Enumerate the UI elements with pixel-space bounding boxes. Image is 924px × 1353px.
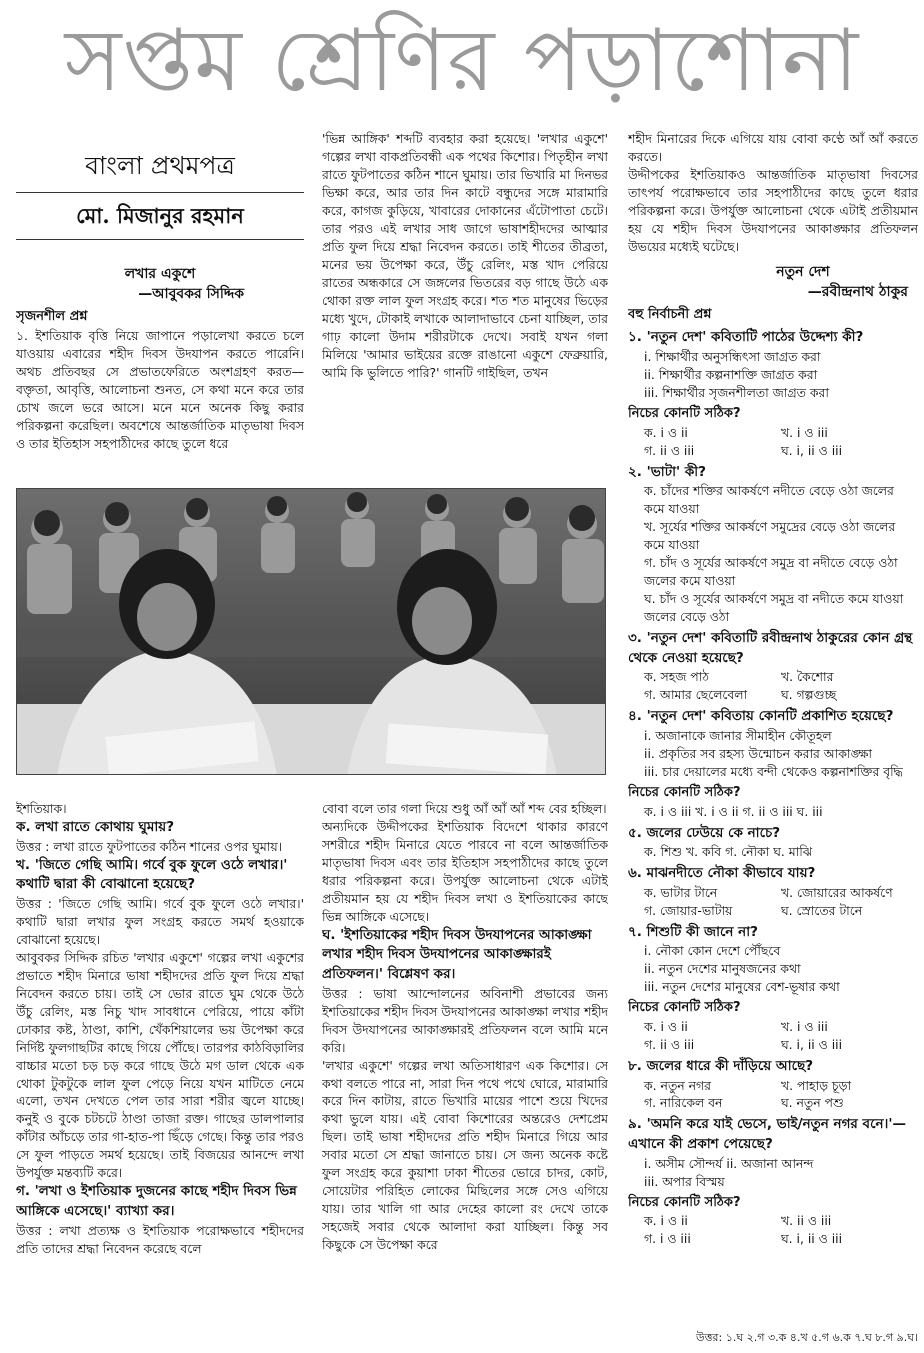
mcq-option: ক. ভাটার টানে bbox=[644, 884, 718, 900]
mcq-option-line: ক. শিশু খ. কবি গ. নৌকা ঘ. মাঝি bbox=[644, 844, 813, 860]
body-text: আবুবকর সিদ্দিক রচিত 'লখার একুশে' গল্পের লখা একুশের প্রভাতে শহীদ মিনারে ভাষা শহীদদের প্রতি ফুল দিয়ে শ্রদ্ধা নিবেদন করতে চায়। তাই সে ভোর রাতে ঘুম থেকে উঠে উঁচু রেলিং, মস্ত নিচু খাদ সাবধানে পেরিয়ে, পায়ে কাঁটা ঢোকার কষ্ট, ঠাণ্ডা, কাশি, খেঁকশিয়ালের ভয় উপেক্ষা করে নির্দিষ্ট ফুলগাছটির কাছে গিয়ে পৌঁছে। তারপর কাঠবিড়ালির বাচ্চার মতো চড় চড় করে গাছে উঠে মগ ডাল থেকে এক থোকা টুকটুকে লাল ফুল পেড়ে নিয়ে যখন মাটিতে নেমে এলো, তখন দেখতে পেল তার সারা শরীর জ্বলে যাচ্ছে। কনুই ও বুকে চটচটে ঠাণ্ডা তাজা রক্ত। গাছের ডালপালার কাঁটার আঁচড়ে তার গা-হাত-পা ছিঁড়ে গেছে। কিন্তু তার পরও সে ফুল পাড়তে সমর্থ হয়েছে। তাই বিজয়ের আনন্দে লখা উপর্যুক্ত মন্তব্যটি করে। bbox=[16, 949, 304, 1181]
mcq-option: গ. জোয়ার-ভাটায় bbox=[644, 902, 733, 918]
page-title: সপ্তম শ্রেণির পড়াশোনা bbox=[64, 11, 860, 111]
mcq-item bbox=[628, 629, 918, 704]
question-kha: খ. 'জিতে গেছি আমি। গর্বে বুক ফুলে ওঠে লখার।' কথাটি দ্বারা কী বোঝানো হয়েছে? bbox=[16, 856, 288, 893]
mcq-statement: i. শিক্ষার্থীর অনুসন্ধিৎসা জাগ্রত করা bbox=[644, 348, 821, 364]
mcq-option: ঘ. গল্পগুচ্ছ bbox=[781, 687, 837, 703]
mcq-question: ২. 'ভাটা' কী? bbox=[628, 463, 706, 480]
mcq-statement: i. নৌকা কোন দেশে পৌঁছবে bbox=[644, 943, 781, 959]
mcq-statement: গ. চাঁদ ও সূর্যের আকর্ষণে সমুদ্র বা নদীতে বেড়ে ওঠা জলের কমে যাওয়া bbox=[644, 555, 898, 589]
mcq-statement: ii. শিক্ষার্থীর কল্পনাশক্তি জাগ্রত করা bbox=[644, 366, 818, 382]
mcq-option: গ. i ও iii bbox=[644, 1231, 691, 1247]
mcq-option: ঘ. নতুন পশু bbox=[781, 1095, 844, 1111]
question-ka: ক. লখা রাতে কোথায় ঘুমায়? bbox=[16, 818, 175, 835]
mcq-question: ৫. জলের ঢেউয়ে কে নাচে? bbox=[628, 824, 781, 841]
chapter-author: —আবুবকর সিদ্দিক bbox=[138, 285, 244, 302]
body-text: 'লখার একুশে' গল্পের লখা অতিসাধারণ এক কিশোর। সে কথা বলতে পারে না, সারা দিন পথে পথে ঘোরে, মারামারি করে দিন কাটায়, রাতে ভিখারি মায়ের পাশে শুয়ে খিদের কথা ভুলে যায়। এই বোবা কিশোরের অন্তরেও দেশপ্রেম ছিল। তাই ভাষা শহীদদের প্রতি শহীদ মিনারে গিয়ে আর সবার মতো সে শ্রদ্ধা জানাতে চায়। সে জন্য অনেক কষ্টে ফুল সংগ্রহ করে কুয়াশা ঢাকা শীতের ভোরে চাদর, কোট, সোয়েটার পরিহিত লোকের মিছিলের সঙ্গে সেও এগিয়ে যায়। তার খালি গা আর দেহের কালো রং দেখে তাকে সহজেই সবার থেকে আলাদা করা যাচ্ছিল। কিন্তু সব কিছুকে সে উপেক্ষা করে bbox=[322, 1057, 608, 1253]
mcq-question: ৬. মাঝনদীতে নৌকা কীভাবে যায়? bbox=[628, 865, 816, 882]
mcq-item bbox=[628, 1057, 918, 1113]
question-ga: গ. 'লখা ও ইশতিয়াক দুজনের কাছে শহীদ দিবস ভিন্ন আঙ্গিকে এসেছে।' ব্যাখ্যা কর। bbox=[16, 1183, 297, 1219]
mcq-item bbox=[628, 463, 918, 626]
section-heading: সৃজনশীল প্রশ্ন bbox=[16, 309, 88, 325]
mcq-question: ৯. 'অমনি করে যাই ভেসে, ভাই/নতুন নগর বনে।'—এখানে কী প্রকাশ পেয়েছে? bbox=[628, 1116, 907, 1153]
mcq-option: ক. সহজ পাঠ bbox=[644, 669, 709, 685]
mcq-option-row bbox=[628, 424, 918, 442]
mcq-option-row bbox=[628, 1018, 918, 1036]
lower-column-2 bbox=[322, 800, 608, 1353]
mcq-subquestion: নিচের কোনটি সঠিক? bbox=[628, 1194, 741, 1210]
mcq-item bbox=[628, 1115, 918, 1248]
mcq-option: ঘ. i, ii ও iii bbox=[781, 1231, 843, 1247]
lower-column-1 bbox=[16, 800, 304, 1353]
mcq-option-row bbox=[628, 1077, 918, 1095]
mcq-option-row bbox=[628, 902, 918, 920]
answer-ga: উত্তর : লখা প্রত্যক্ষ ও ইশতিয়াক পরোক্ষভাবে শহীদদের প্রতি তাদের শ্রদ্ধা নিবেদন করেছে বলে bbox=[16, 1222, 304, 1256]
mcq-option: খ. কৈশোর bbox=[781, 669, 834, 685]
mcq-statement: ii. প্রকৃতির সব রহস্য উন্মোচন করার আকাঙ্ক্ষা bbox=[644, 745, 873, 761]
mcq-option-row bbox=[628, 1036, 918, 1054]
poem-title: নতুন দেশ bbox=[776, 263, 830, 280]
mcq-subquestion: নিচের কোনটি সঠিক? bbox=[628, 405, 741, 421]
chapter-title: লখার একুশে bbox=[124, 265, 196, 282]
section-heading: বহু নির্বাচনী প্রশ্ন bbox=[628, 307, 712, 323]
answer-key: উত্তর: ১.ঘ ২.গ ৩.ক ৪.খ ৫.গ ৬.ক ৭.ঘ ৮.গ ৯.ঘ। bbox=[696, 1331, 918, 1344]
answer-ka: উত্তর : লখা রাতে ফুটপাতের কঠিন শানের ওপর ঘুমায়। bbox=[16, 838, 283, 854]
mcq-option-line: ক. i ও iii খ. i ও ii গ. ii ও iii ঘ. iii bbox=[644, 803, 823, 819]
author-name: মো. মিজানুর রহমান bbox=[16, 193, 304, 239]
mcq-option-row bbox=[628, 442, 918, 460]
body-text: বোবা বলে তার গলা দিয়ে শুধু আঁ আঁ আঁ শব্দ বের হচ্ছিল। bbox=[322, 801, 607, 816]
mcq-option: খ. i ও iii bbox=[781, 424, 828, 440]
mcq-statement: iii. অপার বিস্ময় bbox=[644, 1173, 725, 1189]
mcq-question: ৭. শিশুটি কী জানে না? bbox=[628, 923, 758, 940]
mcq-option-row bbox=[628, 1094, 918, 1112]
column-1 bbox=[16, 130, 304, 485]
column-3 bbox=[628, 130, 918, 1325]
subject-heading: বাংলা প্রথমপত্র bbox=[16, 130, 304, 193]
body-text: 'ভিন্ন আঙ্গিক' শব্দটি ব্যবহার করা হয়েছে। 'লখার একুশে' গল্পের লখা বাকপ্রতিবন্ধী এক পথের কিশোর। পিতৃহীন লখা রাতে ফুটপাতের কঠিন শানে ঘুমায়। তার ভিখারি মা দিনভর ভিক্ষা করে, আর তার দিন কাটে বন্ধুদের সঙ্গে মারামারি করে, কাগজ কুড়িয়ে, খাবারের দোকানের এঁটোপাতা চেটে। তার পরও এই লখার সাধ জাগে ভাষাশহীদদের আত্মার প্রতি ফুল দিয়ে শ্রদ্ধা নিবেদন করতে। তাই শীতের তীব্রতা, মনের ভয় উপেক্ষা করে, উঁচু রেলিং, মস্ত খাদ পেরিয়ে রাতের অন্ধকারে সে জঙ্গলের ভিতরের বড় গাছে উঠে এক থোকা রক্ত লাল ফুল সংগ্রহ করে। শত শত মানুষের ভিড়ের মধ্যে খুদে, টোকাই লখাকে আলাদাভাবে চেনা যাচ্ছিল, তার গাঢ় কালো উদাম শরীরটাকে দেখে। সবাই যখন গলা মিলিয়ে 'আমার ভাইয়ের রক্তে রাঙানো একুশে ফেব্রুয়ারি, আমি কি ভুলিতে পারি?' গানটি গাইছিল, তখন bbox=[322, 131, 608, 380]
mcq-statement: খ. সূর্যের শক্তির আকর্ষণে সমুদ্রের বেড়ে ওঠা জলের কমে যাওয়া bbox=[644, 519, 896, 553]
mcq-option: ঘ. i, ii ও iii bbox=[781, 442, 843, 458]
mcq-option-row bbox=[628, 884, 918, 902]
body-text: অন্যদিকে উদ্দীপকের ইশতিয়াক বিদেশে থাকার কারণে সশরীরে শহীদ মিনারে যেতে পারবে না বলে আন্তর্জাতিক মাতৃভাষা দিবস এবং তার ইতিহাস সহপাঠীদের কাছে তুলে ধরার পরিকল্পনা করে। উপর্যুক্ত আলোচনা থেকে এটাই প্রতীয়মান হয় যে শহীদ দিবস লখা ও ইশতিয়াকের কাছে ভিন্ন আঙ্গিকে এসেছে। bbox=[322, 818, 608, 924]
classroom-photo bbox=[16, 488, 606, 775]
mcq-option: গ. নারিকেল বন bbox=[644, 1095, 723, 1111]
mcq-question: ১. 'নতুন দেশ' কবিতাটি পাঠের উদ্দেশ্য কী? bbox=[628, 329, 864, 346]
mcq-option: গ. ii ও iii bbox=[644, 442, 695, 458]
mcq-subquestion: নিচের কোনটি সঠিক? bbox=[628, 1000, 741, 1016]
mcq-option-row bbox=[628, 1230, 918, 1248]
answer-gha: উত্তর : ভাষা আন্দোলনের অবিনাশী প্রভাবের জন্য ইশতিয়াকের শহীদ দিবস উদযাপনের আকাঙ্ক্ষা লখার শহীদ দিবস উদযাপনের আকাঙ্ক্ষারই প্রতিফলন বলে আমি মনে করি। bbox=[322, 985, 608, 1055]
mcq-item bbox=[628, 707, 918, 820]
mcq-option: খ. ii ও iii bbox=[781, 1213, 832, 1229]
mcq-option: ঘ. স্রোতের টানে bbox=[781, 902, 863, 918]
mcq-statement: ঘ. চাঁদ ও সূর্যের আকর্ষণে সমুদ্র বা নদীতে কমে যাওয়া জলের বেড়ে ওঠা bbox=[644, 591, 904, 625]
poem-author: —রবীন্দ্রনাথ ঠাকুর bbox=[807, 284, 908, 301]
mcq-option: গ. আমার ছেলেবেলা bbox=[644, 687, 748, 703]
mcq-statement: iii. শিক্ষার্থীর সৃজনশীলতা জাগ্রত করা bbox=[644, 384, 829, 400]
mcq-question: ৩. 'নতুন দেশ' কবিতাটি রবীন্দ্রনাথ ঠাকুরের কোন গ্রন্থ থেকে নেওয়া হয়েছে? bbox=[628, 630, 913, 666]
mcq-statement: i. অজানাকে জানার সীমাহীন কৌতূহল bbox=[644, 727, 832, 743]
mcq-question: ৮. জলের ধারে কী দাঁড়িয়ে আছে? bbox=[628, 1057, 814, 1074]
mcq-option-row bbox=[628, 686, 918, 704]
mcq-question: ৪. 'নতুন দেশ' কবিতায় কোনটি প্রকাশিত হয়েছে? bbox=[628, 708, 894, 725]
mcq-option-row bbox=[628, 1212, 918, 1230]
mcq-item bbox=[628, 923, 918, 1054]
answer-kha: উত্তর : 'জিতে গেছি আমি। গর্বে বুক ফুলে ওঠে লখার।' কথাটি দ্বারা লখার ফুল সংগ্রহ করতে সমর্থ হওয়াকে বোঝানো হয়েছে। bbox=[16, 895, 304, 947]
mcq-item bbox=[628, 824, 918, 862]
mcq-option: খ. পাহাড় চূড়া bbox=[781, 1077, 852, 1093]
mcq-option: খ. জোয়ারের আকর্ষণে bbox=[781, 884, 893, 900]
mcq-statement: iii. নতুন দেশের মানুষের বেশ-ভূষার কথা bbox=[644, 979, 840, 995]
body-text: শহীদ মিনারের দিকে এগিয়ে যায় বোবা কণ্ঠে আঁ আঁ করতে করতে। bbox=[628, 131, 918, 164]
body-text: ইশতিয়াক। bbox=[16, 801, 67, 816]
mcq-item bbox=[628, 328, 918, 459]
question-stem: ১. ইশতিয়াক বৃত্তি নিয়ে জাপানে পড়ালেখা করতে চলে যাওয়ায় এবারের শহীদ দিবস উদযাপন করতে পারেনি। অথচ প্রতিবছর সে প্রভাতফেরিতে অংশগ্রহণ করত— বক্তৃতা, আবৃত্তি, আলোচনা শুনত, সে কথা মনে করে তার চোখ জলে ভরে আসে। মনে মনে অনেক কিছু করার পরিকল্পনা করেছিল। অবশেষে আন্তর্জাতিক মাতৃভাষা দিবস ও তার ইতিহাস সহপাঠীদের কাছে তুলে ধরে bbox=[16, 328, 304, 452]
students-writing-image bbox=[17, 489, 606, 775]
mcq-option: ক. নতুন নগর bbox=[644, 1077, 711, 1093]
mcq-option: গ. ii ও iii bbox=[644, 1036, 695, 1052]
mcq-item bbox=[628, 864, 918, 920]
mcq-option-row bbox=[628, 668, 918, 686]
mcq-option: ক. i ও ii bbox=[644, 1018, 688, 1034]
mcq-statement: ক. চাঁদের শক্তির আকর্ষণে নদীতে বেড়ে ওঠা জলের কমে যাওয়া bbox=[644, 483, 894, 517]
mcq-list bbox=[628, 328, 918, 1248]
mcq-subquestion: নিচের কোনটি সঠিক? bbox=[628, 784, 741, 800]
column-2 bbox=[322, 130, 608, 485]
mcq-option: ক. i ও ii bbox=[644, 1213, 688, 1229]
mcq-option: খ. i ও iii bbox=[781, 1018, 828, 1034]
mcq-statement: i. অসীম সৌন্দর্য ii. অজানা আনন্দ bbox=[644, 1155, 814, 1171]
body-text: উদ্দীপকের ইশতিয়াকও আন্তর্জাতিক মাতৃভাষা দিবসের তাৎপর্য পরোক্ষভাবে তার সহপাঠীদের কাছে তুলে ধরার পরিকল্পনা করে। উপর্যুক্ত আলোচনা থেকে এটাই প্রতীয়মান হয় যে শহীদ দিবস উদযাপনের আকাঙ্ক্ষার প্রতিফলন উভয়ের মধ্যেই ঘটেছে। bbox=[628, 166, 918, 254]
mcq-option: ঘ. i, ii ও iii bbox=[781, 1036, 843, 1052]
masthead bbox=[0, 0, 924, 122]
mcq-statement: iii. চার দেয়ালের মধ্যে বন্দী থেকেও কল্পনাশক্তির বৃদ্ধি bbox=[644, 763, 903, 779]
mcq-statement: ii. নতুন দেশের মানুষজনের কথা bbox=[644, 961, 801, 977]
mcq-option: ক. i ও ii bbox=[644, 424, 688, 440]
question-gha: ঘ. 'ইশতিয়াকের শহীদ দিবস উদযাপনের আকাঙ্ক্ষা লখার শহীদ দিবস উদযাপনের আকাঙ্ক্ষারই প্রতিফলন।' বিশ্লেষণ কর। bbox=[322, 926, 592, 983]
